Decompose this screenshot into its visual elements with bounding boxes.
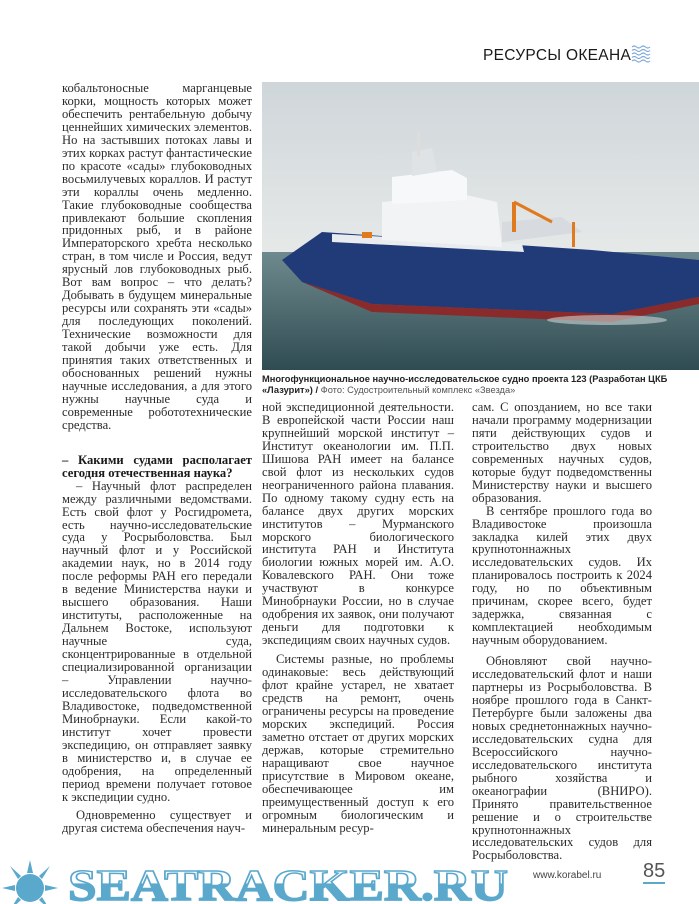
- article-column-1: [62, 82, 252, 835]
- paragraph: В сентябре прошлого года во Владивостоке произошла закладка килей этих двух крупнотоннажных исследовательских судов. Их планировалось построить к 2024 году, но по объективным причинам, скорее всего, будет задержка, связанная с комплектацией необходимым научным оборудованием.: [472, 503, 652, 648]
- seatracker-watermark: [0, 858, 525, 904]
- sun-icon: [2, 860, 58, 904]
- paragraph: кобальтоносные марганцевые корки, мощность которых может обеспечить рентабельную добычу ценнейших химических элементов. Но на застывших потоках лавы и этих корках растут фантастические по красоте «сады» глубоководных восьмилучевых кораллов. И растут эти кораллы очень медленно. Такие глубоководные сообщества привлекают большие скопления придонных рыб, и в районе Императорского хребта несколько стран, в том числе и Россия, ведут ярусный лов глубоководных рыб. Вот вам вопрос – что делать? Добывать в будущем минеральные ресурсы или сохранять эти «сады» для последующих поколений. Технические возможности для такой добычи уже есть. Для принятия таких ответственных и обоснованных решений нужны научные исследования, а для этого нужны научные суда и современные робототехнические средства.: [62, 81, 252, 432]
- paragraph: ной экспедиционной деятельности. В европейской части России наш крупнейший морской институт – Институт океанологии им. П.П. Шишова РАН имеет на балансе свой флот из нескольких судов неограниченного района плавания. По одному такому судну есть на балансе двух других морских институтов – Мурманского морского биологического института РАН и Института биологии южных морей им. А.О. Ковалевского РАН. Они тоже участвуют в конкурсе Минобрнауки России, но в случае одобрения их заявок, они получают деньги для подготовки к экспедициям своих научных судов.: [262, 400, 454, 648]
- columns-row: [262, 401, 692, 862]
- right-text-area: [262, 374, 692, 862]
- section-title: РЕСУРСЫ ОКЕАНА: [483, 47, 632, 64]
- ship-photo: [262, 82, 699, 370]
- photo-credit: Фото: Судостроительный комплекс «Звезда»: [320, 385, 516, 395]
- waves-icon: [631, 44, 651, 64]
- interview-question: – Какими судами располагает сегодня отечественная наука?: [62, 452, 252, 480]
- article-column-3: [472, 401, 652, 862]
- paragraph: Одновременно существует и другая система обеспечения науч-: [62, 808, 252, 836]
- footer-url[interactable]: www.korabel.ru: [533, 870, 602, 881]
- caption-separator: /: [312, 385, 321, 395]
- paragraph: – Научный флот распределен между различными ведомствами. Есть свой флот у Росгидромета, есть научно-исследовательские суда у Росрыболовства. Был научный флот и у Российской академии наук, но в 2014 году после реформы РАН его передали в ведение Министерства науки и высшего образования. Наши институты, расположенные на Дальнем Востоке, используют научные суда, сконцентрированные в отдельной специализированной организации – Управлении научно-исследовательского флота во Владивостоке, подведомственной Минобрнауки. Если какой-то институт хочет провести экспедицию, он отправляет заявку в министерство и, в случае ее одобрения, на определенный период времени получает готовое к экспедиции судно.: [62, 478, 252, 804]
- caption-title: Многофункциональное научно-исследовательское судно проекта 123 (Разработан ЦКБ «Лазурит»): [262, 374, 668, 395]
- article-column-2: [262, 401, 454, 834]
- page-number: 85: [643, 860, 666, 882]
- paragraph: Обновляют свой научно-исследовательский флот и наши партнеры из Росрыболовства. В ноябре прошлого года в Санкт-Петербурге были заложены два новых среднетоннажных научно-исследовательских судна для Всероссийского научно-исследовательского института рыбного хозяйства и океанографии (ВНИРО). Принято правительственное решение и о строительстве крупнотоннажных исследовательских судов для Росрыболовства.: [472, 654, 652, 863]
- photo-caption: [262, 374, 692, 396]
- paragraph: Системы разные, но проблемы одинаковые: весь действующий флот крайне устарел, не хватает средств на ремонт, очень ограничены ресурсы на проведение морских экспедиций. Россия заметно отстает от других морских держав, которые стремительно наращивают свое научное присутствие в Мировом океане, обеспечивающее им преимущественный доступ к его огромным биологическим и минеральным ресур-: [262, 652, 454, 835]
- watermark-text: SEATRACKER.RU: [68, 861, 508, 904]
- paragraph: сам. С опозданием, но все таки начали программу модернизации пяти действующих судов и строительство двух новых современных научных судов, которые будут подведомственны Министерству науки и высшего образования.: [472, 400, 652, 505]
